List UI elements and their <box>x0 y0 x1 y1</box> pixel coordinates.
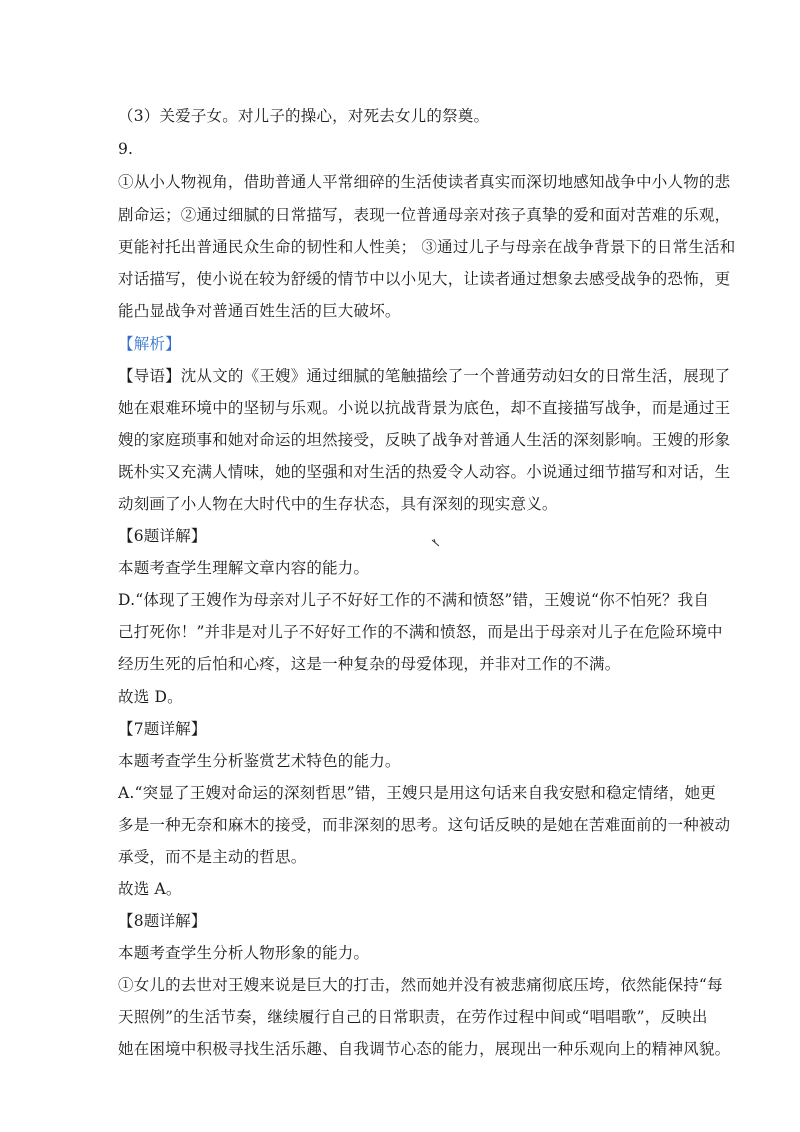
q7-answer: 故选 A。 <box>118 880 182 898</box>
q8-ability-text: 本题考查学生分析人物形象的能力。 <box>118 944 370 962</box>
answer-9-line: 能凸显战争对普通百姓生活的巨大破坏。 <box>118 302 401 320</box>
q8-explanation-line: ①女儿的去世对王嫂来说是巨大的打击，然而她并没有被悲痛彻底压垮，依然能保持“每 <box>118 976 723 994</box>
answer-9-line: 对话描写，使小说在较为舒缓的情节中以小见大，让读者通过想象去感受战争的恐怖，更 <box>118 270 731 288</box>
answer-8-3: （3）关爱子女。对儿子的操心，对死去女儿的祭奠。 <box>118 107 490 125</box>
q7-detail-heading: 【7题详解】 <box>118 720 207 738</box>
q7-ability-text: 本题考查学生分析鉴赏艺术特色的能力。 <box>118 752 401 770</box>
intro-paragraph-line: 【导语】沈从文的《王嫂》通过细腻的笔触描绘了一个普通劳动妇女的日常生活，展现了 <box>118 367 731 385</box>
intro-paragraph-line: 嫂的家庭琐事和她对命运的坦然接受，反映了战争对普通人生活的深刻影响。王嫂的形象 <box>118 431 731 449</box>
q6-explanation-line: D.“体现了王嫂作为母亲对儿子不好好工作的不满和愤怒”错，王嫂说“你不怕死？我自 <box>118 591 710 609</box>
q8-explanation-line: 她在困境中积极寻找生活乐趣、自我调节心态的能力，展现出一种乐观向上的精神风貌。 <box>118 1040 731 1058</box>
question-9-number: 9. <box>118 140 134 158</box>
intro-paragraph-line: 她在艰难环境中的坚韧与乐观。小说以抗战背景为底色，却不直接描写战争，而是通过王 <box>118 399 731 417</box>
analysis-heading: 【解析】 <box>118 335 181 353</box>
q8-explanation-line: 天照例”的生活节奏，继续履行自己的日常职责，在劳作过程中间或“唱唱歌”，反映出 <box>118 1008 708 1026</box>
q6-explanation-line: 经历生死的后怕和心疼，这是一种复杂的母爱体现，并非对工作的不满。 <box>118 655 621 673</box>
q6-detail-heading: 【6题详解】 <box>118 527 207 545</box>
q6-explanation-line: 己打死你！”并非是对儿子不好好工作的不满和愤怒，而是出于母亲对儿子在危险环境中 <box>118 623 723 641</box>
q8-detail-heading: 【8题详解】 <box>118 912 207 930</box>
q7-explanation-line: 承受，而不是主动的哲思。 <box>118 848 307 866</box>
q6-answer: 故选 D。 <box>118 688 183 706</box>
scan-speck <box>430 537 442 549</box>
q7-explanation-line: A.“突显了王嫂对命运的深刻哲思”错，王嫂只是用这句话来自我安慰和稳定情绪，她更 <box>118 784 716 802</box>
answer-9-line: 剧命运；②通过细腻的日常描写，表现一位普通母亲对孩子真挚的爱和面对苦难的乐观， <box>118 206 731 224</box>
q7-explanation-line: 多是一种无奈和麻木的接受，而非深刻的思考。这句话反映的是她在苦难面前的一种被动 <box>118 816 731 834</box>
intro-paragraph-line: 动刻画了小人物在大时代中的生存状态，具有深刻的现实意义。 <box>118 495 558 513</box>
q6-ability-text: 本题考查学生理解文章内容的能力。 <box>118 559 370 577</box>
answer-9-line: 更能衬托出普通民众生命的韧性和人性美； ③通过儿子与母亲在战争背景下的日常生活和 <box>118 238 736 256</box>
answer-9-line: ①从小人物视角，借助普通人平常细碎的生活使读者真实而深切地感知战争中小人物的悲 <box>118 173 731 191</box>
intro-paragraph-line: 既朴实又充满人情味，她的坚强和对生活的热爱令人动容。小说通过细节描写和对话，生 <box>118 463 731 481</box>
